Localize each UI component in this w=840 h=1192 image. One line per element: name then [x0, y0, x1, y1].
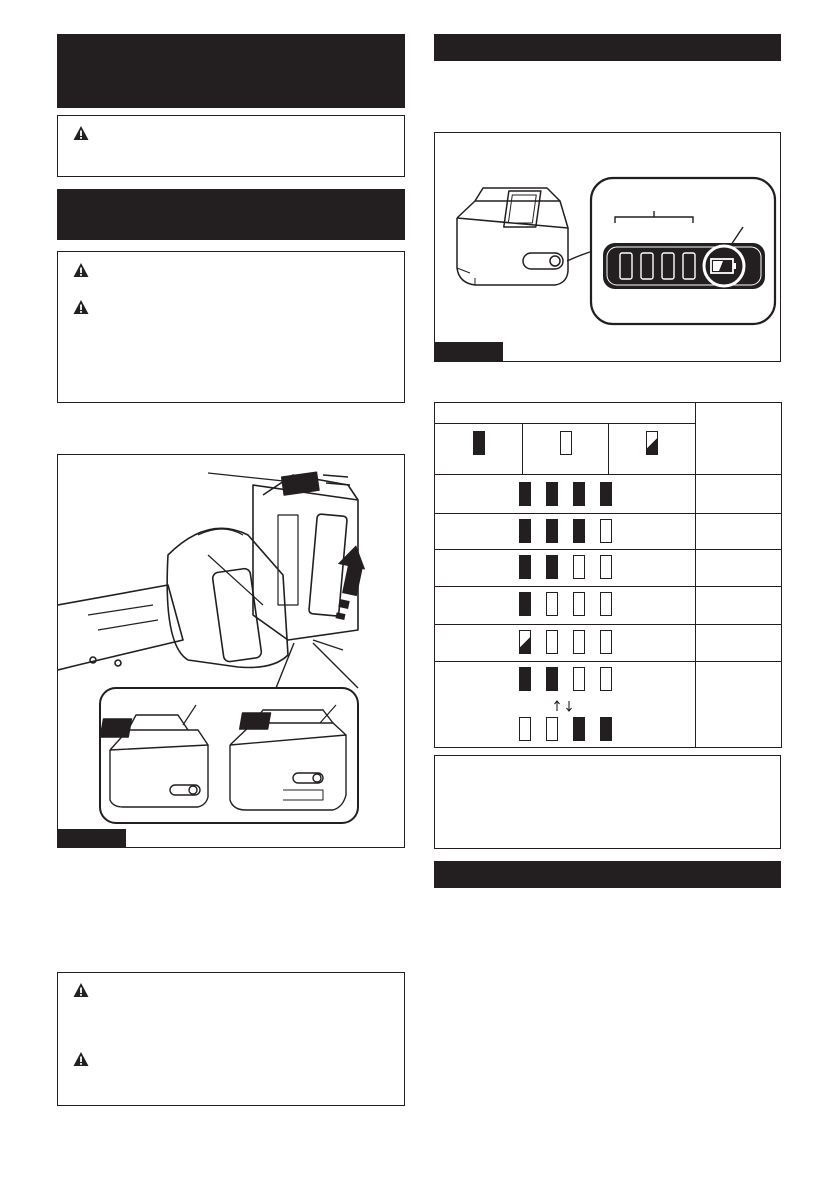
indicator-lamp-empty [600, 519, 612, 543]
section-heading-bar-4 [434, 861, 781, 888]
indicator-lamp-empty [546, 717, 558, 741]
indicator-lamp-empty [573, 555, 585, 579]
warning-triangle-icon [73, 1051, 89, 1067]
indicator-lamp-filled [519, 592, 531, 616]
indicator-lamp-empty [546, 592, 558, 616]
indicator-lamp-empty [573, 592, 585, 616]
indicator-lamp-empty [600, 555, 612, 579]
note-box [434, 755, 781, 849]
indicator-lamp-filled [546, 555, 558, 579]
indicator-lamp-filled [546, 482, 558, 506]
footer-note [0, 1180, 840, 1192]
warning-triangle-icon [73, 982, 89, 998]
indicator-lamp-empty [519, 717, 531, 741]
indicator-lamp-filled [573, 519, 585, 543]
section-heading-bar-1 [57, 34, 405, 108]
arrow-down-icon [565, 700, 573, 712]
indicator-lamp-filled [519, 519, 531, 543]
indicator-lamp-empty [600, 630, 612, 654]
indicator-lamp-filled [573, 482, 585, 506]
warning-box-1 [57, 115, 405, 177]
warning-box-3 [57, 972, 405, 1106]
figure-number-tag [58, 829, 126, 847]
battery-insertion-illustration [58, 455, 404, 847]
legend-cell-blinking [646, 431, 658, 455]
figure-battery-insertion [57, 454, 405, 848]
indicator-table [434, 402, 782, 748]
indicator-lamp-filled [519, 667, 531, 691]
battery-indicator-illustration [435, 133, 780, 361]
indicator-lamp-empty [573, 630, 585, 654]
indicator-lamp-blinking [519, 630, 531, 654]
indicator-lamp-filled [546, 519, 558, 543]
indicator-lamp-filled [573, 717, 585, 741]
indicator-lamp-filled [546, 667, 558, 691]
indicator-lamp-empty [600, 667, 612, 691]
figure-battery-indicator [434, 132, 781, 362]
indicator-lamp-empty [573, 667, 585, 691]
section-heading-bar-2 [57, 189, 405, 240]
figure-number-tag [435, 342, 503, 361]
indicator-lamp-filled [600, 482, 612, 506]
indicator-lamp-empty [546, 630, 558, 654]
indicator-lamp-filled [519, 482, 531, 506]
warning-box-2 [57, 251, 405, 403]
warning-triangle-icon [73, 299, 89, 315]
indicator-lamp-filled [600, 717, 612, 741]
indicator-lamp-filled [519, 555, 531, 579]
indicator-lamp-empty [600, 592, 612, 616]
section-heading-bar-3 [434, 34, 781, 61]
legend-cell-empty [560, 431, 572, 455]
legend-cell-filled [473, 431, 485, 455]
warning-triangle-icon [73, 262, 89, 278]
arrow-up-icon [553, 700, 561, 712]
warning-triangle-icon [73, 125, 89, 141]
